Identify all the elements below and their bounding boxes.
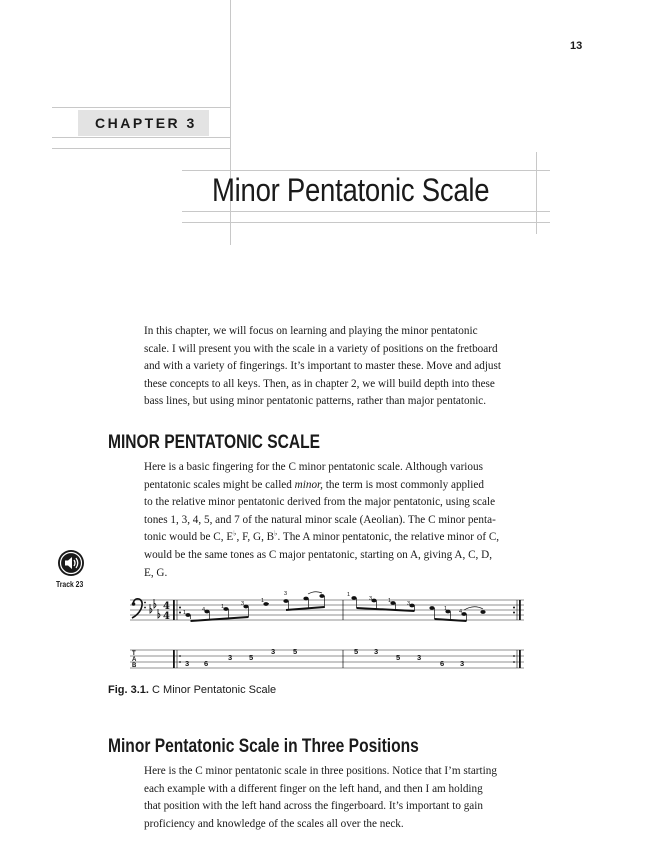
section1-line: to the relative minor pentatonic derived from the major pentatonic, using scale [144, 496, 496, 509]
flat-symbol: ♭ [233, 529, 237, 538]
section1-line: E, G. [144, 566, 168, 579]
svg-text:T: T [132, 651, 136, 657]
figure-number: Fig. 3.1. [108, 684, 149, 696]
section2-line: each example with a different finger on the left hand, and then I am holding [144, 782, 483, 795]
intro-line: these concepts to all keys. Then, as in chapter 2, we will build depth into these [144, 377, 495, 390]
fingering: 3 [407, 601, 411, 607]
page-title: Minor Pentatonic Scale [212, 172, 490, 208]
rule-chapter-bottom-2 [52, 148, 230, 149]
section1-line: tonic would be C, E♭, F, G, B♭. The A minor pentatonic, the relative minor of C, [144, 529, 500, 544]
rule-chapter-bottom [52, 137, 230, 138]
fingering: 1 [347, 592, 351, 598]
fingering: 1 [388, 598, 392, 604]
tab-number: 5 [396, 653, 401, 662]
svg-text:4: 4 [163, 611, 170, 622]
emphasis-minor: minor, [294, 478, 323, 491]
tab-number: 3 [417, 653, 422, 662]
staff-lines [130, 600, 524, 620]
figure-caption [108, 684, 276, 696]
section2-line: that position with the left hand across the fingerboard. It’s important to gain [144, 800, 483, 813]
page-number: 13 [570, 40, 583, 52]
section-heading-three-positions: Minor Pentatonic Scale in Three Positions [108, 736, 419, 757]
tab-repeat-start [173, 650, 181, 668]
tab-number: 3 [271, 647, 276, 656]
rule-title-bottom [182, 211, 550, 212]
speaker-icon[interactable] [57, 549, 85, 577]
tab-number: 3 [460, 659, 465, 668]
track-label: Track 23 [56, 580, 84, 589]
intro-line: scale. I will present you with the scale in a variety of positions on the fretboard [144, 342, 498, 355]
rule-title-bottom-2 [182, 222, 550, 223]
rule-chapter-top [52, 107, 230, 108]
fingering: 4 [202, 607, 206, 613]
section1-line: tones 1, 3, 4, 5, and 7 of the natural minor scale (Aeolian). The C minor penta- [144, 513, 496, 526]
tab-repeat-end [513, 650, 521, 668]
section1-paragraph [144, 459, 524, 582]
section1-line: would be the same tones as C major pentatonic, starting on A, giving A, C, D, [144, 548, 493, 561]
tab-number: 5 [293, 647, 298, 656]
rule-right-vertical [536, 152, 537, 234]
intro-line: and with a variety of fingerings. It’s important to master these. Move and adjust [144, 360, 501, 373]
svg-text:A: A [132, 657, 137, 663]
flat-symbol: ♭ [274, 529, 278, 538]
rule-title-top [182, 170, 550, 171]
fingering: 1 [221, 604, 225, 610]
tab-number: 5 [354, 647, 359, 656]
tab-number: 3 [374, 647, 379, 656]
fingering: 3 [241, 601, 245, 607]
measure-1-notes [185, 594, 324, 617]
bass-notation-figure [128, 590, 526, 675]
tab-number: 3 [185, 659, 190, 668]
figure-caption-text: C Minor Pentatonic Scale [152, 684, 277, 696]
fingering: 3 [369, 596, 373, 602]
fingering: 1 [444, 606, 448, 612]
fingering: 3 [284, 591, 288, 597]
fingering: 4 [459, 609, 463, 615]
intro-line: bass lines, but using minor pentatonic patterns, rather than major pentatonic. [144, 395, 487, 408]
chapter-label: CHAPTER 3 [95, 115, 197, 131]
time-signature [163, 601, 170, 622]
svg-text:B: B [132, 663, 137, 669]
section-heading-minor-pentatonic: MINOR PENTATONIC SCALE [108, 432, 321, 453]
section1-line: pentatonic scales might be called minor, the term is most commonly applied [144, 478, 484, 491]
section1-line: Here is a basic fingering for the C minor pentatonic scale. Although various [144, 461, 483, 473]
section2-paragraph [144, 763, 524, 833]
tab-number: 3 [228, 653, 233, 662]
tab-number: 5 [249, 653, 254, 662]
fingering: 1 [261, 598, 265, 604]
svg-text:4: 4 [163, 601, 170, 612]
tab-number: 6 [440, 659, 445, 668]
section2-line: proficiency and knowledge of the scales all over the neck. [144, 817, 404, 830]
tab-number: 6 [204, 659, 209, 668]
section2-line: Here is the C minor pentatonic scale in three positions. Notice that I’m starting [144, 765, 497, 777]
intro-paragraph [144, 323, 524, 411]
fingering: 1 [183, 610, 187, 616]
tab-clef-icon [132, 651, 137, 669]
intro-line: In this chapter, we will focus on learning and playing the minor pentatonic [144, 325, 478, 337]
